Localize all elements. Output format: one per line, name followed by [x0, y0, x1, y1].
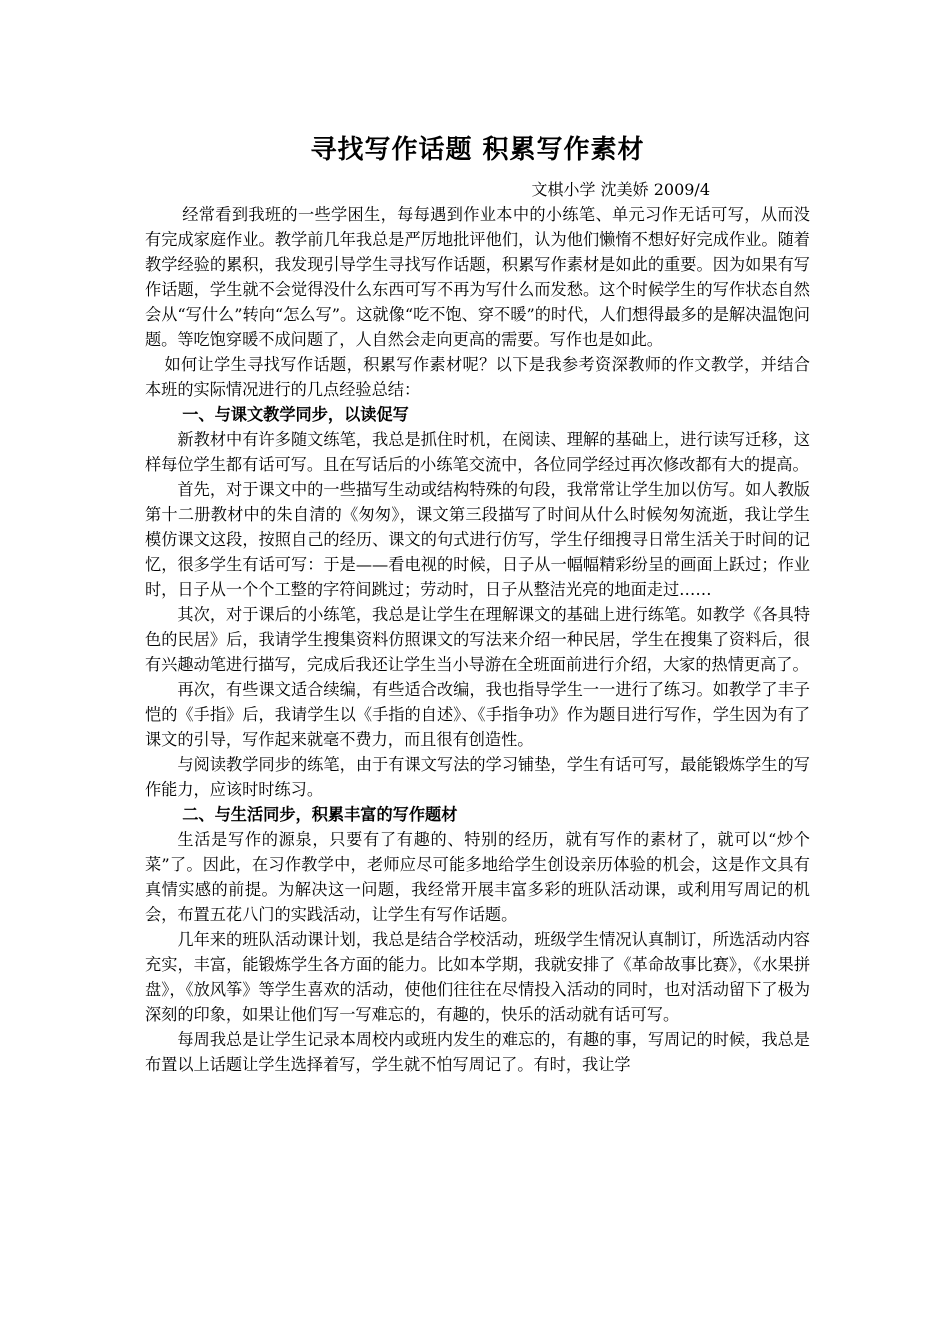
paragraph: 其次，对于课后的小练笔，我总是让学生在理解课文的基础上进行练笔。如教学《各具特色的民居》后，我请学生搜集资料仿照课文的写法来介绍一种民居，学生在搜集了资料后，很有兴趣动笔进行描写，完成后我还让学生当小导游在全班面前进行介绍，大家的热情更高了。	[145, 605, 810, 674]
section-heading-1: 一、与课文教学同步，以读促写	[182, 405, 409, 424]
paragraph-question: 如何让学生寻找写作话题，积累写作素材呢？以下是我参考资深教师的作文教学，并结合本班的实际情况进行的几点经验总结：	[145, 355, 810, 399]
paragraph-intro: 经常看到我班的一些学困生，每每遇到作业本中的小练笔、单元习作无话可写，从而没有完成家庭作业。教学前几年我总是严厉地批评他们，认为他们懒惰不想好好完成作业。随着教学经验的累积，我发现引导学生寻找写作话题，积累写作素材是如此的重要。因为如果有写作话题，学生就不会觉得没什么东西可写不再为写什么而发愁。这个时候学生的写作状态自然会从“写什么”转向“怎么写”。这就像“吃不饱、穿不暖”的时代，人们想得最多的是解决温饱问题。等吃饱穿暖不成问题了，人自然会走向更高的需要。写作也是如此。	[145, 205, 810, 349]
document-title: 寻找写作话题 积累写作素材	[310, 135, 645, 165]
document-byline: 文棋小学 沈美娇 2009/4	[531, 180, 710, 199]
paragraph: 几年来的班队活动课计划，我总是结合学校活动，班级学生情况认真制订，所选活动内容充实，丰富，能锻炼学生各方面的能力。比如本学期，我就安排了《革命故事比赛》，《水果拼盘》，《放风筝》等学生喜欢的活动，使他们往往在尽情投入活动的同时，也对活动留下了极为深刻的印象，如果让他们写一写难忘的，有趣的，快乐的活动就有话可写。	[145, 930, 810, 1024]
paragraph: 再次，有些课文适合续编，有些适合改编，我也指导学生一一进行了练习。如教学了丰子恺的《手指》后，我请学生以《手指的自述》、《手指争功》作为题目进行写作，学生因为有了课文的引导，写作起来就毫不费力，而且很有创造性。	[145, 680, 810, 749]
paragraph: 生活是写作的源泉，只要有了有趣的、特别的经历，就有写作的素材了，就可以“炒个菜”了。因此，在习作教学中，老师应尽可能多地给学生创设亲历体验的机会，这是作文具有真情实感的前提。为解决这一问题，我经常开展丰富多彩的班队活动课，或利用写周记的机会，布置五花八门的实践活动，让学生有写作话题。	[145, 830, 810, 924]
paragraph: 与阅读教学同步的练笔，由于有课文写法的学习铺垫，学生有话可写，最能锻炼学生的写作能力，应该时时练习。	[145, 755, 810, 799]
paragraph: 每周我总是让学生记录本周校内或班内发生的难忘的，有趣的事，写周记的时候，我总是布置以上话题让学生选择着写，学生就不怕写周记了。有时，我让学	[145, 1030, 810, 1074]
section-heading-2: 二、与生活同步，积累丰富的写作题材	[182, 805, 458, 824]
document-page	[145, 132, 810, 1077]
paragraph: 新教材中有许多随文练笔，我总是抓住时机，在阅读、理解的基础上，进行读写迁移，这样每位学生都有话可写。且在写话后的小练笔交流中，各位同学经过再次修改都有大的提高。	[145, 430, 810, 474]
paragraph: 首先，对于课文中的一些描写生动或结构特殊的句段，我常常让学生加以仿写。如人教版第十二册教材中的朱自清的《匆匆》，课文第三段描写了时间从什么时候匆匆流逝，我让学生模仿课文这段，按照自己的经历、课文的句式进行仿写，学生仔细搜寻日常生活关于时间的记忆，很多学生有话可写：于是——看电视的时候，日子从一幅幅精彩纷呈的画面上跃过；作业时，日子从一个个工整的字符间跳过；劳动时，日子从整洁光亮的地面走过……	[145, 480, 810, 599]
